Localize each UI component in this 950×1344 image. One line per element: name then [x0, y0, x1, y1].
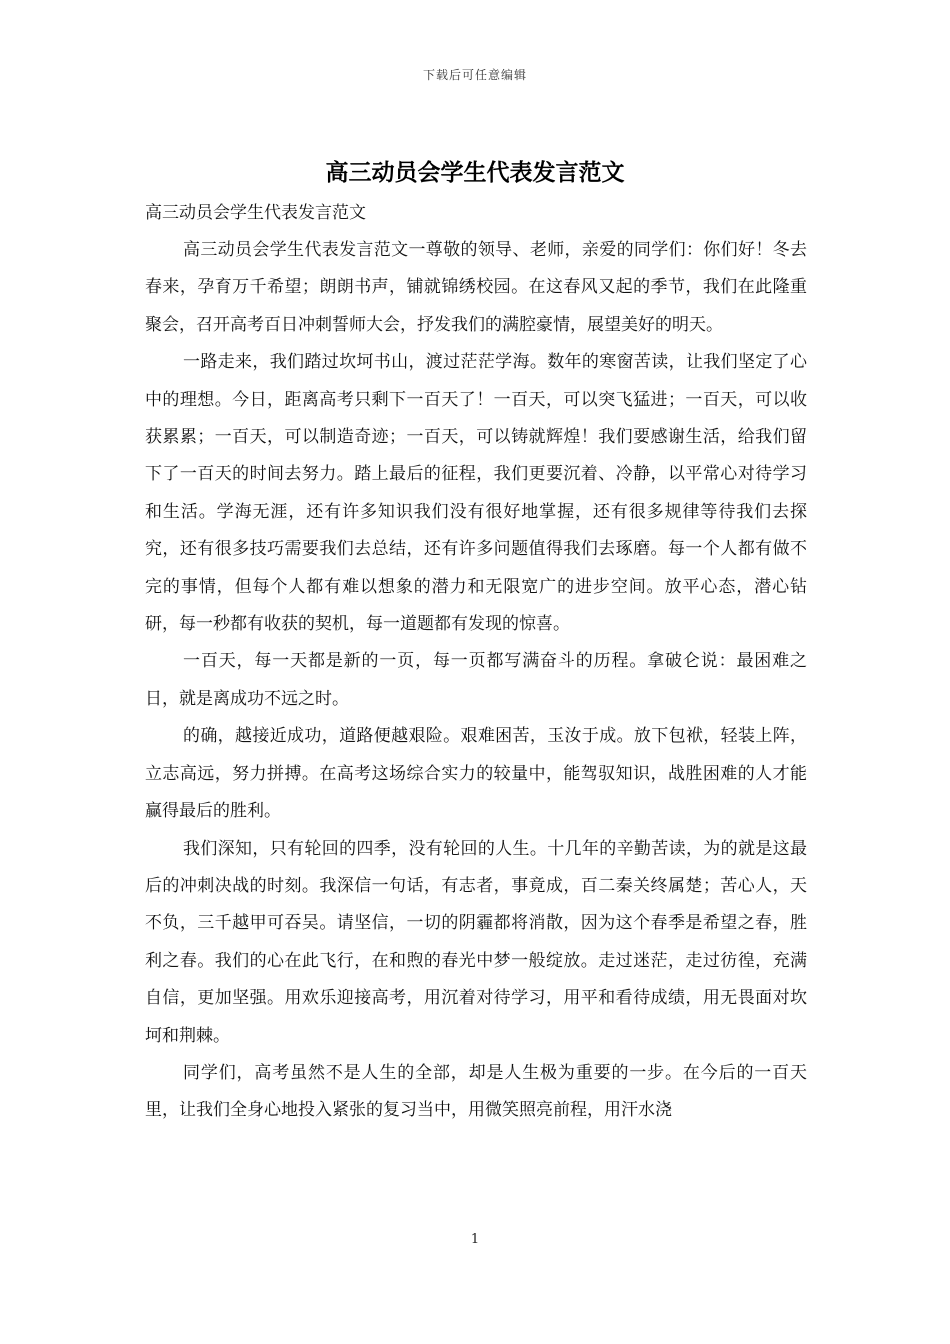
page-number: 1 — [470, 1232, 480, 1247]
paragraph: 的确，越接近成功，道路便越艰险。艰难困苦，玉汝于成。放下包袱，轻装上阵，立志高远，努力拼搏。在高考这场综合实力的较量中，能驾驭知识，战胜困难的人才能赢得最后的胜利。 — [145, 726, 807, 822]
paragraph: 高三动员会学生代表发言范文一尊敬的领导、老师，亲爱的同学们：你们好！冬去春来，孕育万千希望；朗朗书声，铺就锦绣校园。在这春风又起的季节，我们在此隆重聚会，召开高考百日冲刺誓师大会，抒发我们的满腔豪情，展望美好的明天。 — [145, 240, 807, 335]
document-title: 高三动员会学生代表发言范文 — [325, 159, 625, 186]
document-body — [145, 195, 807, 1130]
document-subtitle: 高三动员会学生代表发言范文 — [145, 203, 366, 223]
paragraph: 一路走来，我们踏过坎坷书山，渡过茫茫学海。数年的寒窗苦读，让我们坚定了心中的理想。今日，距离高考只剩下一百天了！一百天，可以突飞猛进；一百天，可以收获累累；一百天，可以制造奇迹；一百天，可以铸就辉煌！我们要感谢生活，给我们留下了一百天的时间去努力。踏上最后的征程，我们更要沉着、冷静，以平常心对待学习和生活。学海无涯，还有许多知识我们没有很好地掌握，还有很多规律等待我们去探究，还有很多技巧需要我们去总结，还有许多问题值得我们去琢磨。每一个人都有做不完的事情，但每个人都有难以想象的潜力和无限宽广的进步空间。放平心态，潜心钻研，每一秒都有收获的契机，每一道题都有发现的惊喜。 — [145, 352, 807, 635]
paragraph: 一百天，每一天都是新的一页，每一页都写满奋斗的历程。拿破仑说：最困难之日，就是离成功不远之时。 — [145, 651, 807, 709]
paragraph: 同学们，高考虽然不是人生的全部，却是人生极为重要的一步。在今后的一百天里，让我们全身心地投入紧张的复习当中，用微笑照亮前程，用汗水浇 — [145, 1062, 807, 1121]
header-note: 下载后可任意编辑 — [422, 68, 527, 82]
paragraph: 我们深知，只有轮回的四季，没有轮回的人生。十几年的辛勤苦读，为的就是这最后的冲刺决战的时刻。我深信一句话，有志者，事竟成，百二秦关终属楚；苦心人，天不负，三千越甲可吞吴。请坚信，一切的阴霾都将消散，因为这个春季是希望之春，胜利之春。我们的心在此飞行，在和煦的春光中梦一般绽放。走过迷茫，走过彷徨，充满自信，更加坚强。用欢乐迎接高考，用沉着对待学习，用平和看待成绩，用无畏面对坎坷和荆棘。 — [145, 838, 807, 1046]
